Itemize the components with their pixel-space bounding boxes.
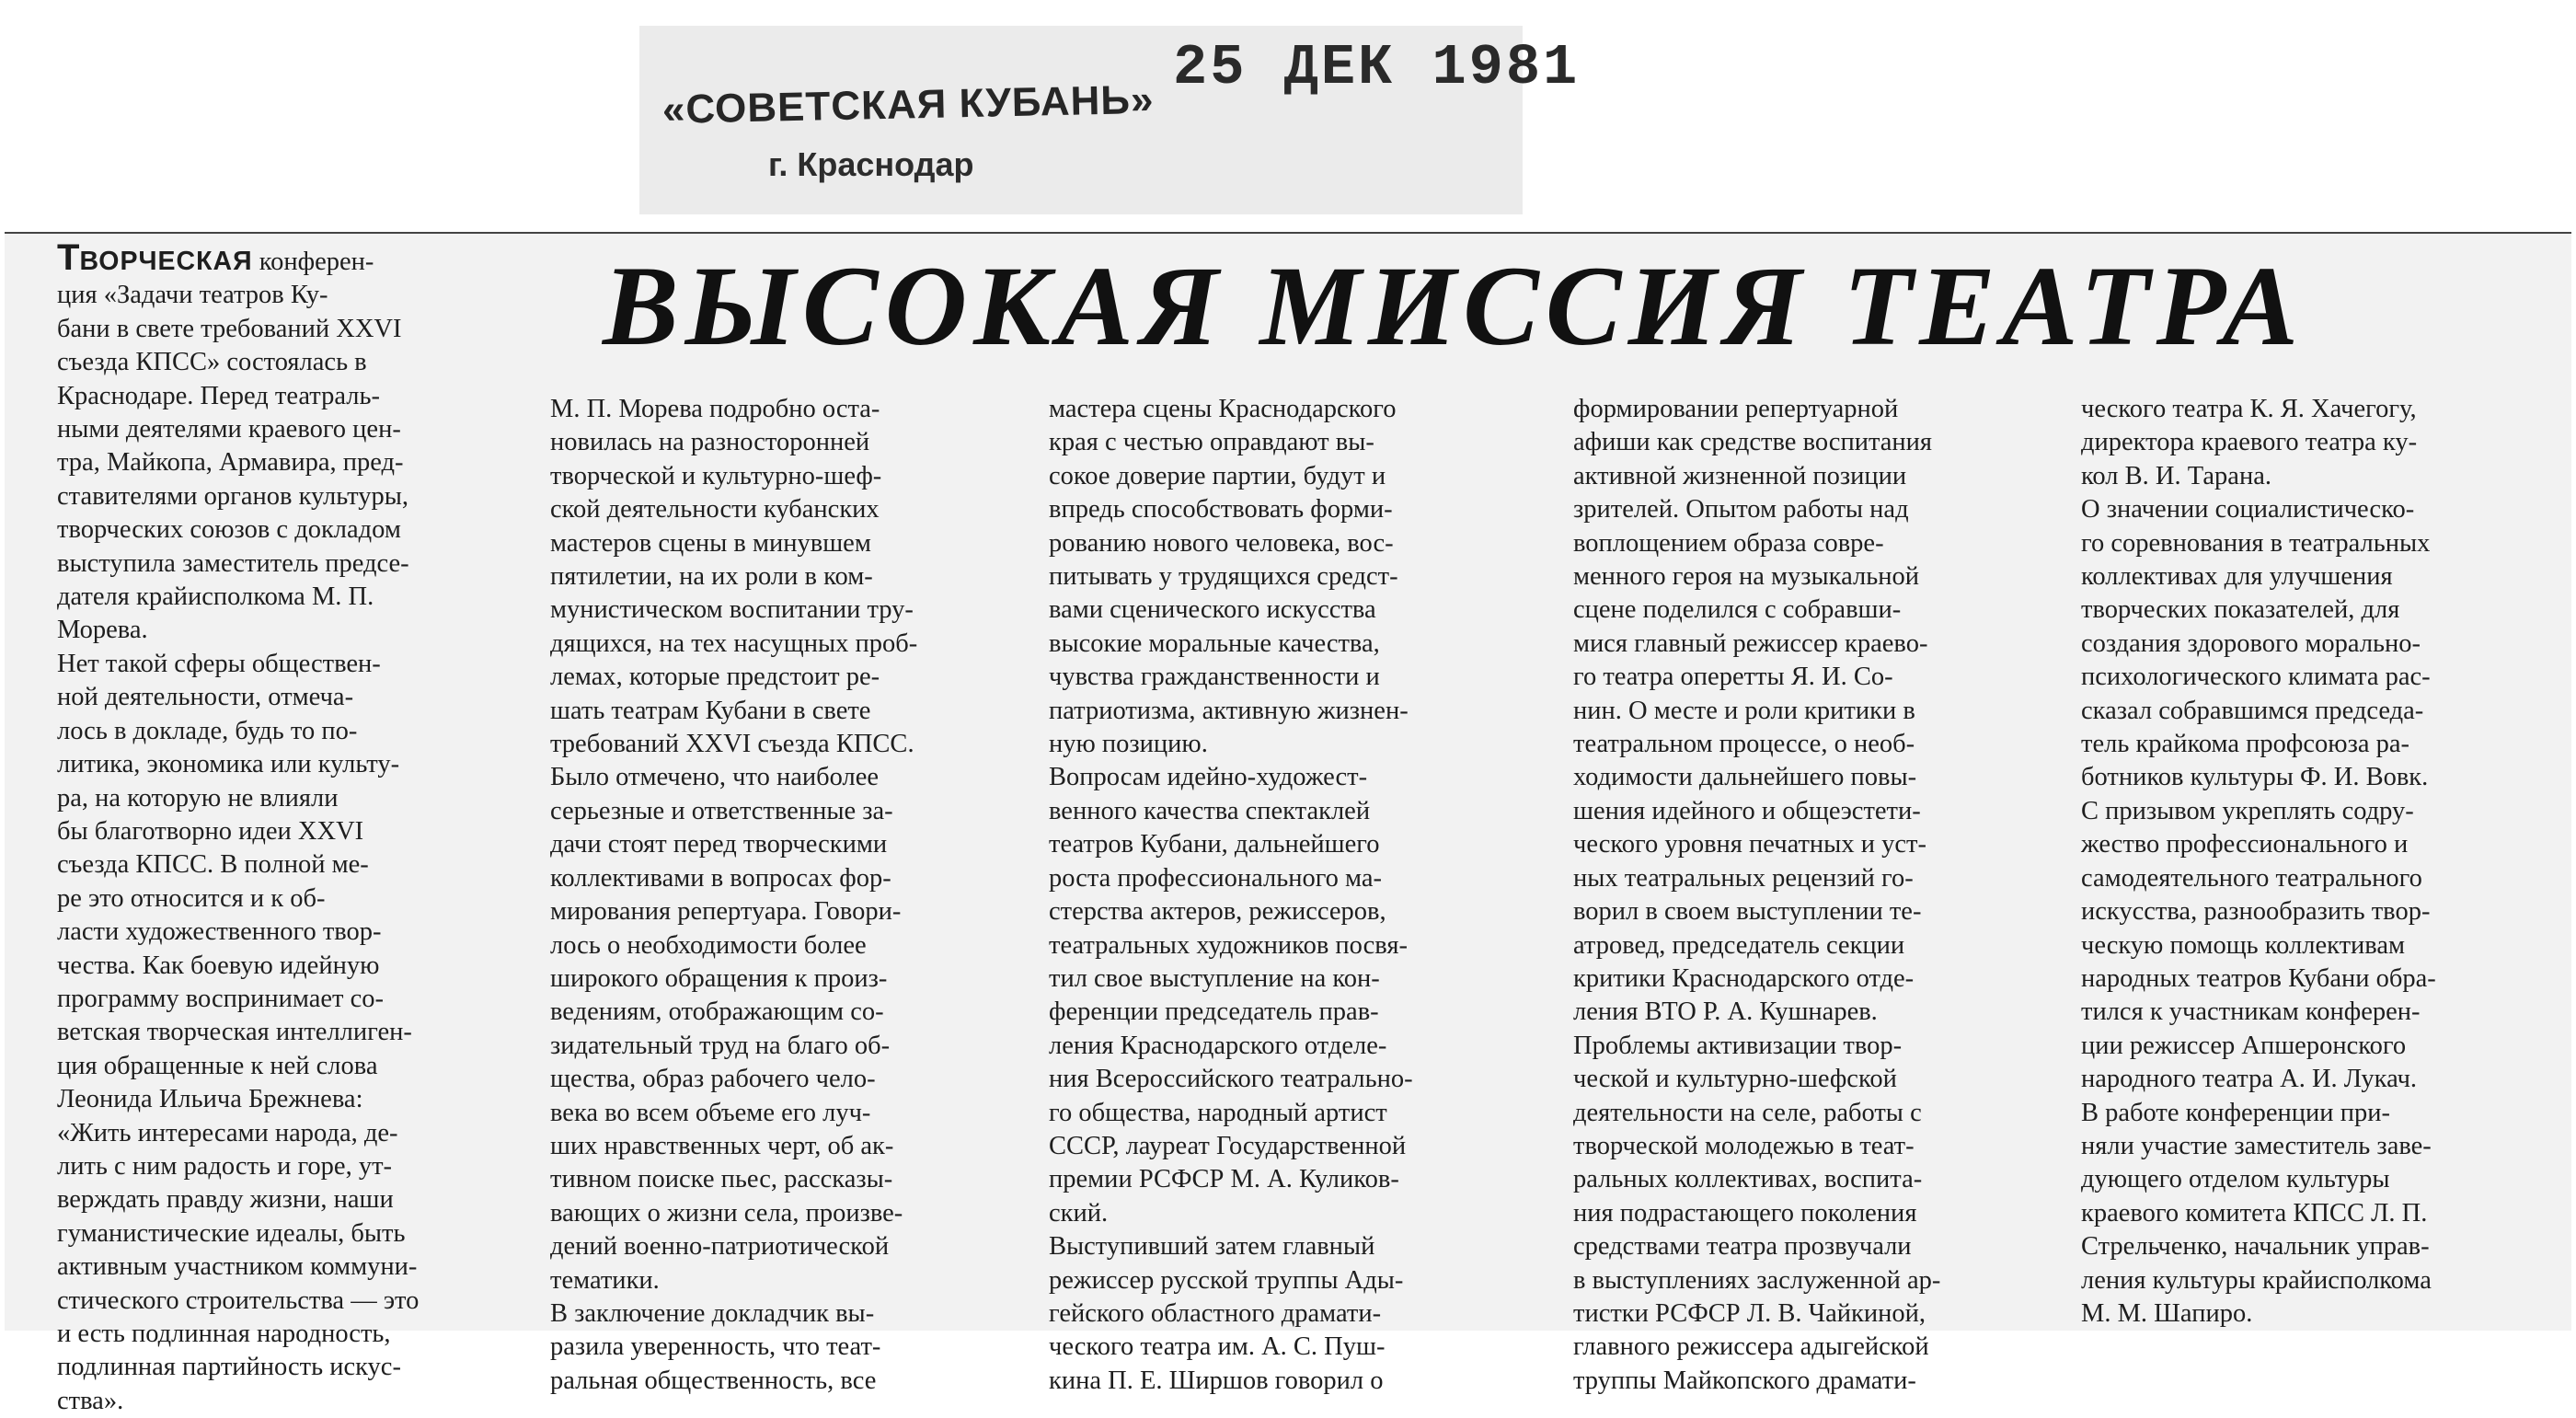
article-headline: ВЫСОКАЯ МИССИЯ ТЕАТРА [603, 243, 2306, 369]
article-column-1 [57, 237, 545, 1418]
stamp-city: г. Краснодар [768, 145, 974, 183]
column-1-text: конферен- ция «Задачи театров Ку- бани в свете требований XXVI съезда КПСС» состоялась в Краснодаре. Перед театраль- ными деятелями краевого цен- тра, Майкопа, Армавира, пред- ставителями органов культуры, творческих союзов с докладом выступила заместитель предсе- дателя крайисполкома М. П. Морева. Нет такой сферы обществен- ной деятельности, отмеча- лось в докладе, будь то по- литика, экономика или культу- ра, на которую не влияли бы благотворно идеи XXVI съезда КПСС. В полной ме- ре это относится и к об- ласти художественного твор- чества. Как боевую идейную программу воспринимает со- ветская творческая интеллиген- ция обращенные к ней слова Леонида Ильича Брежнева: «Жить интересами народа, де- лить с ним радость и горе, ут- верждать правду жизни, наши гуманистические идеалы, быть активным участником коммуни- стического строительства — это и есть подлинная народность, подлинная партийность искус- ства». [57, 248, 420, 1415]
article-column-2: М. П. Морева подробно оста- новилась на разносторонней творческой и культурно-шеф- ской деятельности кубанских мастеров сцены в минувшем пятилетии, на их роли в ком- мунистическом воспитании тру- дящихся, на тех насущных проб- лемах, которые предстоит ре- шать театрам Кубани в свете требований XXVI съезда КПСС. Было отмечено, что наиболее серьезные и ответственные за- дачи стоят перед творческими коллективами в вопросах фор- мирования репертуара. Говори- лось о необходимости более широкого обращения к произ- ведениям, отображающим со- зидательный труд на благо об- щества, образ рабочего чело- века во всем объеме его луч- ших нравственных черт, об ак- тивном поиске пьес, рассказы- вающих о жизни села, произве- дений военно-патриотической тематики. В заключение докладчик вы- разила уверенность, что теат- ральная общественность, все [550, 395, 918, 1395]
lead-word: ВОРЧЕСКАЯ [79, 247, 253, 276]
stamp-date: 25 ДЕК 1981 [1173, 35, 1581, 100]
article-column-5: ческого театра К. Я. Хачегогу, директора краевого театра ку- кол В. И. Тарана. О значении социалистическо- го соревнования в театральных коллективах для улучшения творческих показателей, для создания здорового морально- психологического климата рас- сказал собравшимся председа- тель крайкома профсоюза ра- ботников культуры Ф. И. Вовк. С призывом укреплять содру- жество профессионального и самодеятельного театрального искусства, разнообразить твор- ческую помощь коллективам народных театров Кубани обра- тился к участникам конферен- ции режиссер Апшеронского народного театра А. И. Лукач. В работе конференции при- няли участие заместитель заве- дующего отделом культуры краевого комитета КПСС Л. П. Стрельченко, начальник управ- ления культуры крайисполкома М. М. Шапиро. [2081, 395, 2436, 1328]
article-column-3: мастера сцены Краснодарского края с честью оправдают вы- сокое доверие партии, будут и впредь способствовать форми- рованию нового человека, вос- питывать у трудящихся средст- вами сценического искусства высокие моральные качества, чувства гражданственности и патриотизма, активную жизнен- ную позицию. Вопросам идейно-художест- венного качества спектаклей театров Кубани, дальнейшего роста профессионального ма- стерства актеров, режиссеров, театральных художников посвя- тил свое выступление на кон- ференции председатель прав- ления Краснодарского отделе- ния Всероссийского театрально- го общества, народный артист СССР, лауреат Государственной премии РСФСР М. А. Куликов- ский. Выступивший затем главный режиссер русской труппы Ады- гейского областного драмати- ческого театра им. А. С. Пуш- кина П. Е. Ширшов говорил о [1049, 395, 1413, 1395]
drop-cap: Т [57, 237, 80, 278]
stamp-newspaper-name: «СОВЕТСКАЯ КУБАНЬ» [661, 76, 1155, 133]
article-column-4: формировании репертуарной афиши как средстве воспитания активной жизненной позиции зрителей. Опытом работы над воплощением образа совре- менного героя на музыкальной сцене поделился с собравши- мися главный режиссер краево- го театра оперетты Я. И. Со- нин. О месте и роли критики в театральном процессе, о необ- ходимости дальнейшего повы- шения идейного и общеэстети- ческого уровня печатных и уст- ных театральных рецензий го- ворил в своем выступлении те- атровед, председатель секции критики Краснодарского отде- ления ВТО Р. А. Кушнарев. Проблемы активизации твор- ческой и культурно-шефской деятельности на селе, работы с творческой молодежью в теат- ральных коллективах, воспита- ния подрастающего поколения средствами театра прозвучали в выступлениях заслуженной ар- тистки РСФСР Л. В. Чайкиной, главного режиссера адыгейской труппы Майкопского драмати- [1573, 395, 1941, 1395]
